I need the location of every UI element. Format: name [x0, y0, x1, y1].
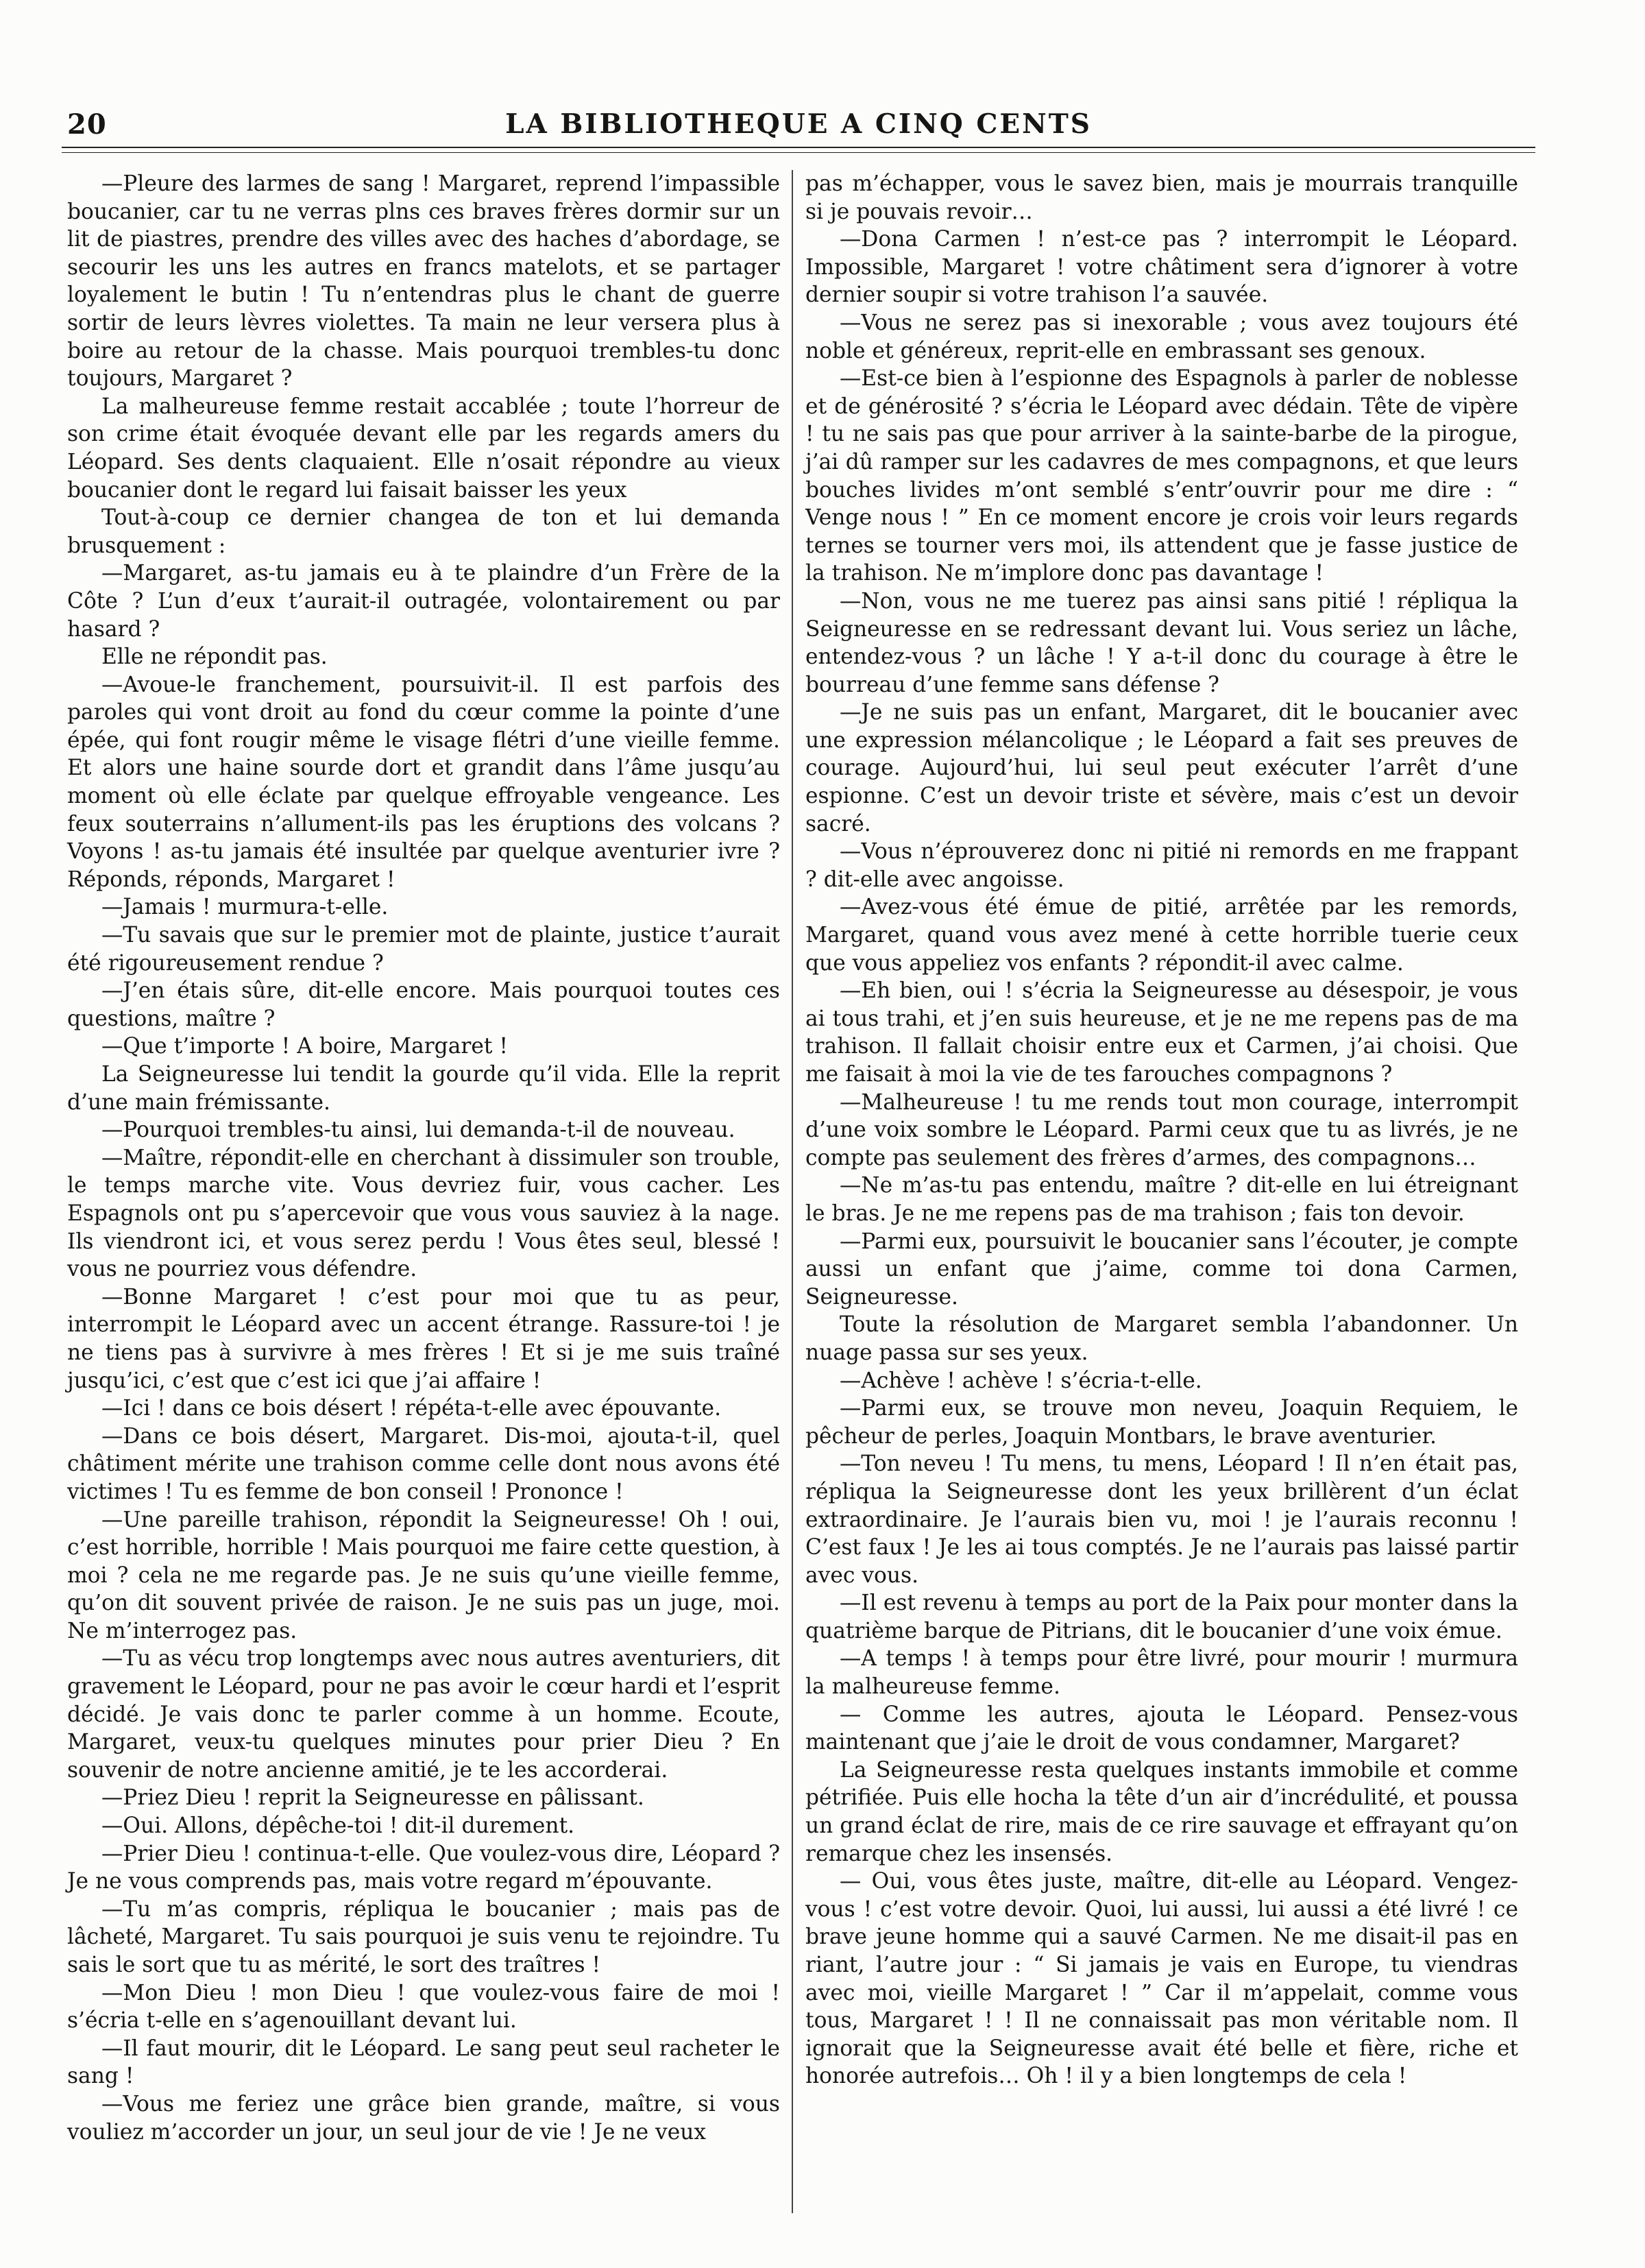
paragraph: —Margaret, as-tu jamais eu à te plaindre d’un Frère de la Côte ? L’un d’eux t’aurait-il outragée, volontairement ou par hasard ? — [67, 561, 780, 642]
paragraph: —Avoue-le franchement, poursuivit-il. Il est parfois des paroles qui vont droit au fond du cœur comme la pointe d’une épée, qui font rougir même le visage flétri d’une vieille femme. Et alors une haine sourde dort et grandit dans l’âme jusqu’au moment où elle éclate par quelque effroyable vengeance. Les feux souterrains n’allument-ils pas les éruptions des volcans ? Voyons ! as-tu jamais été insultée par quelque aventurier ivre ? Réponds, réponds, Margaret ! — [67, 672, 780, 892]
paragraph: —Ne m’as-tu pas entendu, maître ? dit-elle en lui étreignant le bras. Je ne me repens pas de ma trahison ; fais ton devoir. — [805, 1173, 1518, 1226]
paragraph: — Oui, vous êtes juste, maître, dit-elle au Léopard. Vengez-vous ! c’est votre devoir. Quoi, lui aussi, lui aussi a été livré ! ce brave jeune homme qui a sauvé Carmen. Ne me disait-il pas en riant, l’autre jour : “ Si jamais je vais en Europe, tu viendras avec moi, vieille Margaret ! ” Car il m’appelait, comme vous tous, Margaret ! ! Il ne connaissait pas mon véritable nom. Il ignorait que la Seigneuresse avait été belle et fière, riche et honorée autrefois… Oh ! il y a bien longtemps de cela ! — [805, 1869, 1518, 2089]
right-column — [805, 170, 1518, 2090]
paragraph: —Jamais ! murmura-t-elle. — [101, 895, 389, 920]
paragraph: —Tu m’as compris, répliqua le boucanier ; mais pas de lâcheté, Margaret. Tu sais pourquoi je suis venu te rejoindre. Tu sais le sort que tu as mérité, le sort des traîtres ! — [67, 1896, 780, 1977]
paragraph: —Vous n’éprouverez donc ni pitié ni remords en me frappant ? dit-elle avec angoisse. — [805, 839, 1518, 892]
paragraph: Elle ne répondit pas. — [101, 644, 328, 670]
paragraph: —Oui. Allons, dépêche-toi ! dit-il durement. — [101, 1813, 575, 1839]
left-column — [67, 170, 780, 2146]
paragraph: —Priez Dieu ! reprit la Seigneuresse en pâlissant. — [101, 1785, 644, 1811]
column-divider — [792, 170, 793, 2213]
paragraph: —Mon Dieu ! mon Dieu ! que voulez-vous faire de moi ! s’écria t-elle en s’agenouillant devant lui. — [67, 1980, 780, 2034]
paragraph: —Non, vous ne me tuerez pas ainsi sans pitié ! répliqua la Seigneuresse en se redressant devant lui. Vous seriez un lâche, entendez-vous ? un lâche ! Y a-t-il donc du courage à être le bourreau d’une femme sans défense ? — [805, 588, 1518, 697]
page-number: 20 — [67, 108, 107, 141]
paragraph: —Pleure des larmes de sang ! Margaret, reprend l’impassible boucanier, car tu ne verras plns ces braves frères dormir sur un lit de piastres, prendre des villes avec des haches d’abordage, se secourir les uns les autres en francs matelots, et se partager loyalement le butin ! Tu n’entendras plus le chant de guerre sortir de leurs lèvres violettes. Ta main ne leur versera plus à boire au retour de la chasse. Mais pourquoi trembles-tu donc toujours, Margaret ? — [67, 171, 780, 391]
paragraph: —Dans ce bois désert, Margaret. Dis-moi, ajouta-t-il, quel châtiment mérite une trahison comme celle dont nous avons été victimes ! Tu es femme de bon conseil ! Prononce ! — [67, 1423, 780, 1504]
page-header — [62, 103, 1535, 151]
paragraph: —Avez-vous été émue de pitié, arrêtée par les remords, Margaret, quand vous avez mené à cette horrible tuerie ceux que vous appeliez vos enfants ? répondit-il avec calme. — [805, 895, 1518, 976]
paragraph: —Malheureuse ! tu me rends tout mon courage, interrompit d’une voix sombre le Léopard. Parmi ceux que tu as livrés, je ne compte pas seulement des frères d’armes, des compagnons… — [805, 1089, 1518, 1170]
paragraph: —Eh bien, oui ! s’écria la Seigneuresse au désespoir, je vous ai tous trahi, et j’en suis heureuse, et je ne me repens pas de ma trahison. Il fallait choisir entre eux et Carmen, j’ai choisi. Que me faisait à moi la vie de tes farouches compagnons ? — [805, 978, 1518, 1087]
paragraph: La Seigneuresse lui tendit la gourde qu’il vida. Elle la reprit d’une main frémissante. — [67, 1062, 780, 1115]
paragraph: —Vous me feriez une grâce bien grande, maître, si vous vouliez m’accorder un jour, un seul jour de vie ! Je ne veux — [67, 2091, 780, 2145]
paragraph: —Parmi eux, poursuivit le boucanier sans l’écouter, je compte aussi un enfant que j’aime, comme toi dona Carmen, Seigneuresse. — [805, 1229, 1518, 1310]
header-rule — [62, 147, 1535, 148]
paragraph: — Comme les autres, ajouta le Léopard. Pensez-vous maintenant que j’aie le droit de vous condamner, Margaret? — [805, 1702, 1518, 1755]
paragraph: —J’en étais sûre, dit-elle encore. Mais pourquoi toutes ces questions, maître ? — [67, 978, 780, 1031]
paragraph: —Tu as vécu trop longtemps avec nous autres aventuriers, dit gravement le Léopard, pour ne pas avoir le cœur hardi et l’esprit décidé. Je vais donc te parler comme à un homme. Ecoute, Margaret, veux-tu quelques minutes pour prier Dieu ? En souvenir de notre ancienne amitié, je te les accorderai. — [67, 1646, 780, 1783]
paragraph: —A temps ! à temps pour être livré, pour mourir ! murmura la malheureuse femme. — [805, 1646, 1518, 1700]
paragraph: pas m’échapper, vous le savez bien, mais je mourrais tranquille si je pouvais revoir… — [805, 171, 1518, 224]
paragraph: —Vous ne serez pas si inexorable ; vous avez toujours été noble et généreux, reprit-elle en embrassant ses genoux. — [805, 310, 1518, 363]
paragraph: —Est-ce bien à l’espionne des Espagnols à parler de noblesse et de générosité ? s’écria le Léopard avec dédain. Tête de vipère ! tu ne sais pas que pour arriver à la sainte-barbe de la pirogue, j’ai dû ramper sur les cadavres de mes compagnons, et que leurs bouches livides m’ont semblé s’entr’ouvrir pour me dire : “ Venge nous ! ” En ce moment encore je crois voir leurs regards ternes se tourner vers moi, ils attendent que je fasse justice de la trahison. Ne m’implore donc pas davantage ! — [805, 366, 1518, 586]
paragraph: —Ton neveu ! Tu mens, tu mens, Léopard ! Il n’en était pas, répliqua la Seigneuresse dont les yeux brillèrent d’un éclat extraordinaire. Je l’aurais bien vu, moi ! je l’aurais reconnu ! C’est faux ! Je les ai tous comptés. Je ne l’aurais pas laissé partir avec vous. — [805, 1451, 1518, 1588]
paragraph: —Il est revenu à temps au port de la Paix pour monter dans la quatrième barque de Pitrians, dit le boucanier d’une voix émue. — [805, 1591, 1518, 1643]
paragraph: —Une pareille trahison, répondit la Seigneuresse! Oh ! oui, c’est horrible, horrible ! Mais pourquoi me faire cette question, à moi ? cela ne me regarde pas. Je ne suis qu’une vieille femme, qu’on dit souvent privée de raison. Je ne suis pas un juge, moi. Ne m’interrogez pas. — [67, 1507, 780, 1643]
paragraph: —Je ne suis pas un enfant, Margaret, dit le boucanier avec une expression mélancolique ; le Léopard a fait ses preuves de courage. Aujourd’hui, lui seul peut exécuter l’arrêt d’une espionne. C’est un devoir triste et sévère, mais c’est un devoir sacré. — [805, 700, 1518, 836]
paragraph: La malheureuse femme restait accablée ; toute l’horreur de son crime était évoquée devant elle par les regards amers du Léopard. Ses dents claquaient. Elle n’osait répondre au vieux boucanier dont le regard lui faisait baisser les yeux — [67, 394, 780, 503]
paragraph: —Ici ! dans ce bois désert ! répéta-t-elle avec épouvante. — [101, 1396, 722, 1421]
paragraph: —Maître, répondit-elle en cherchant à dissimuler son trouble, le temps marche vite. Vous devriez fuir, vous cacher. Les Espagnols ont pu s’apercevoir que vous vous sauviez à la nage. Ils viendront ici, et vous serez perdu ! Vous êtes seul, blessé ! vous ne pourriez vous défendre. — [67, 1145, 780, 1282]
paragraph: —Pourquoi trembles-tu ainsi, lui demanda-t-il de nouveau. — [101, 1118, 735, 1143]
paragraph: —Bonne Margaret ! c’est pour moi que tu as peur, interrompit le Léopard avec un accent étrange. Rassure-toi ! je ne tiens pas à survivre à mes frères ! Et si je me suis traîné jusqu’ici, c’est que c’est ici que j’ai affaire ! — [67, 1284, 780, 1393]
paragraph: —Parmi eux, se trouve mon neveu, Joaquin Requiem, le pêcheur de perles, Joaquin Montbars, le brave aventurier. — [805, 1396, 1518, 1449]
paragraph: —Il faut mourir, dit le Léopard. Le sang peut seul racheter le sang ! — [67, 2036, 780, 2089]
running-title: LA BIBLIOTHEQUE A CINQ CENTS — [505, 108, 1092, 140]
paragraph: Tout-à-coup ce dernier changea de ton et lui demanda brusquement : — [67, 505, 780, 558]
paragraph: —Tu savais que sur le premier mot de plainte, justice t’aurait été rigoureusement rendue ? — [67, 923, 780, 976]
paragraph: La Seigneuresse resta quelques instants immobile et comme pétrifiée. Puis elle hocha la tête d’un air d’incrédulité, et poussa un grand éclat de rire, mais de ce rire sauvage et effrayant qu’on remarque chez les insensés. — [805, 1757, 1518, 1866]
paragraph: —Dona Carmen ! n’est-ce pas ? interrompit le Léopard. Impossible, Margaret ! votre châtiment sera d’ignorer à votre dernier soupir si votre trahison l’a sauvée. — [805, 227, 1518, 308]
paragraph: —Que t’importe ! A boire, Margaret ! — [101, 1034, 508, 1059]
paragraph: —Prier Dieu ! continua-t-elle. Que voulez-vous dire, Léopard ? Je ne vous comprends pas, mais votre regard m’épouvante. — [67, 1841, 780, 1894]
header-rule-thin — [62, 152, 1535, 153]
paragraph: Toute la résolution de Margaret sembla l’abandonner. Un nuage passa sur ses yeux. — [805, 1312, 1518, 1365]
paragraph: —Achève ! achève ! s’écria-t-elle. — [840, 1368, 1202, 1393]
